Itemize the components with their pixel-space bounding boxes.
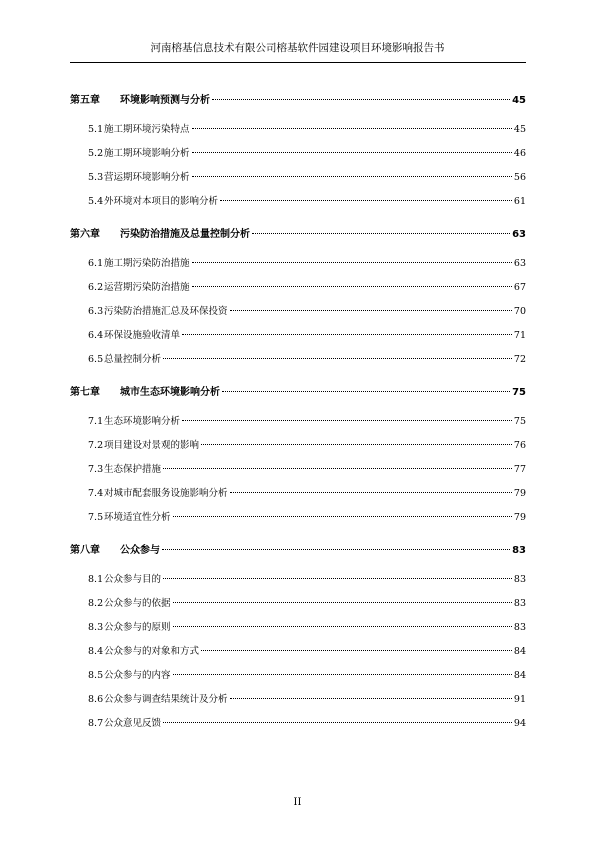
toc-leader-dots [212, 99, 510, 100]
toc-entry-number: 8.6 [88, 694, 104, 705]
toc-entry-title: 施工期环境污染特点 [104, 124, 190, 135]
toc-entry-title: 外环境对本项目的影响分析 [104, 196, 219, 207]
toc-entry-page: 56 [513, 172, 526, 183]
toc-leader-dots [230, 492, 512, 493]
toc-leader-dots [192, 176, 512, 177]
toc-entry-title: 公众参与目的 [104, 574, 162, 585]
toc-section-entry[interactable] [88, 461, 526, 475]
toc-entry-number: 8.1 [88, 574, 104, 585]
toc-entry-number: 8.2 [88, 598, 104, 609]
toc-leader-dots [192, 152, 512, 153]
toc-entry-title: 污染防治措施及总量控制分析 [120, 229, 250, 240]
toc-section-entry[interactable] [88, 303, 526, 317]
toc-leader-dots [182, 334, 512, 335]
toc-section-entry[interactable] [88, 667, 526, 681]
toc-section-entry[interactable] [88, 351, 526, 365]
toc-entry-page: 72 [513, 354, 526, 365]
toc-leader-dots [173, 626, 512, 627]
toc-entry-page: 76 [513, 440, 526, 451]
toc-entry-title: 公众参与 [120, 545, 160, 556]
toc-chapter-entry[interactable] [70, 225, 526, 239]
toc-entry-page: 67 [513, 282, 526, 293]
toc-entry-title: 环境适宜性分析 [104, 512, 171, 523]
toc-entry-page: 45 [512, 95, 526, 106]
toc-section-entry[interactable] [88, 255, 526, 269]
toc-entry-title: 施工期污染防治措施 [104, 258, 190, 269]
toc-section-entry[interactable] [88, 485, 526, 499]
toc-entry-page: 84 [513, 646, 526, 657]
running-header: 河南榕基信息技术有限公司榕基软件园建设项目环境影响报告书 [150, 42, 445, 54]
toc-entry-title: 公众参与的对象和方式 [104, 646, 200, 657]
toc-entry-title: 对城市配套服务设施影响分析 [104, 488, 228, 499]
toc-entry-title: 总量控制分析 [104, 354, 162, 365]
toc-leader-dots [230, 698, 512, 699]
toc-entry-number: 6.4 [88, 330, 104, 341]
toc-entry-number: 第七章 [70, 387, 100, 398]
toc-entry-page: 83 [513, 622, 526, 633]
toc-section-entry[interactable] [88, 437, 526, 451]
toc-leader-dots [182, 420, 512, 421]
toc-leader-dots [252, 233, 510, 234]
toc-leader-dots [163, 578, 512, 579]
toc-section-entry[interactable] [88, 193, 526, 207]
toc-entry-title: 污染防治措施汇总及环保投资 [104, 306, 228, 317]
toc-leader-dots [201, 444, 512, 445]
toc-entry-title: 营运期环境影响分析 [104, 172, 190, 183]
toc-entry-number: 5.3 [88, 172, 104, 183]
toc-entry-number: 第六章 [70, 229, 100, 240]
toc-entry-title: 公众意见反馈 [104, 718, 162, 729]
toc-leader-dots [220, 200, 512, 201]
toc-entry-number: 5.4 [88, 196, 104, 207]
toc-entry-number: 6.5 [88, 354, 104, 365]
toc-entry-number: 7.4 [88, 488, 104, 499]
toc-entry-number: 7.5 [88, 512, 104, 523]
toc-entry-page: 46 [513, 148, 526, 159]
toc-leader-dots [201, 650, 512, 651]
toc-leader-dots [162, 549, 510, 550]
toc-entry-page: 70 [513, 306, 526, 317]
toc-section-entry[interactable] [88, 169, 526, 183]
toc-section-entry[interactable] [88, 327, 526, 341]
toc-leader-dots [173, 674, 512, 675]
toc-entry-number: 5.2 [88, 148, 104, 159]
toc-leader-dots [230, 310, 512, 311]
toc-entry-number: 7.1 [88, 416, 104, 427]
toc-section-entry[interactable] [88, 715, 526, 729]
toc-entry-number: 7.3 [88, 464, 104, 475]
toc-entry-number: 8.3 [88, 622, 104, 633]
toc-entry-page: 77 [513, 464, 526, 475]
toc-chapter-entry[interactable] [70, 91, 526, 105]
toc-entry-title: 项目建设对景观的影响 [104, 440, 200, 451]
toc-entry-number: 5.1 [88, 124, 104, 135]
toc-section-entry[interactable] [88, 279, 526, 293]
toc-section-entry[interactable] [88, 619, 526, 633]
toc-entry-number: 6.1 [88, 258, 104, 269]
toc-entry-page: 75 [513, 416, 526, 427]
toc-entry-page: 91 [513, 694, 526, 705]
toc-entry-number: 8.4 [88, 646, 104, 657]
toc-leader-dots [192, 128, 512, 129]
toc-entry-title: 环境影响预测与分析 [120, 95, 210, 106]
toc-entry-page: 94 [513, 718, 526, 729]
toc-section-entry[interactable] [88, 571, 526, 585]
toc-leader-dots [192, 286, 512, 287]
toc-leader-dots [163, 722, 512, 723]
toc-entry-page: 63 [512, 229, 526, 240]
toc-entry-number: 6.3 [88, 306, 104, 317]
toc-entry-page: 61 [513, 196, 526, 207]
toc-entry-page: 75 [512, 387, 526, 398]
toc-entry-number: 第八章 [70, 545, 100, 556]
toc-leader-dots [163, 358, 512, 359]
toc-section-entry[interactable] [88, 145, 526, 159]
toc-entry-title: 城市生态环境影响分析 [120, 387, 220, 398]
toc-entry-title: 运营期污染防治措施 [104, 282, 190, 293]
header-rule [70, 62, 526, 63]
toc-entry-page: 83 [513, 598, 526, 609]
toc-entry-page: 83 [513, 574, 526, 585]
toc-section-entry[interactable] [88, 595, 526, 609]
toc-leader-dots [173, 602, 512, 603]
toc-section-entry[interactable] [88, 643, 526, 657]
toc-leader-dots [222, 391, 510, 392]
toc-entry-number: 6.2 [88, 282, 104, 293]
toc-entry-page: 79 [513, 488, 526, 499]
toc-entry-title: 公众参与的内容 [104, 670, 171, 681]
toc-entry-title: 生态环境影响分析 [104, 416, 181, 427]
toc-entry-title: 施工期环境影响分析 [104, 148, 190, 159]
toc-section-entry[interactable] [88, 509, 526, 523]
page-number: II [293, 797, 302, 808]
toc-entry-number: 第五章 [70, 95, 100, 106]
toc-entry-title: 生态保护措施 [104, 464, 162, 475]
toc-entry-number: 8.7 [88, 718, 104, 729]
toc-leader-dots [173, 516, 512, 517]
toc-entry-page: 63 [513, 258, 526, 269]
toc-entry-page: 71 [513, 330, 526, 341]
toc-chapter-entry[interactable] [70, 383, 526, 397]
toc-entry-page: 83 [512, 545, 526, 556]
toc-entry-title: 环保设施验收清单 [104, 330, 181, 341]
toc-chapter-entry[interactable] [70, 541, 526, 555]
toc-section-entry[interactable] [88, 413, 526, 427]
toc-entry-number: 8.5 [88, 670, 104, 681]
toc-entry-page: 79 [513, 512, 526, 523]
toc-entry-page: 45 [513, 124, 526, 135]
toc-entry-number: 7.2 [88, 440, 104, 451]
toc-leader-dots [163, 468, 512, 469]
toc-entry-title: 公众参与调查结果统计及分析 [104, 694, 228, 705]
toc-section-entry[interactable] [88, 691, 526, 705]
toc-entry-title: 公众参与的依据 [104, 598, 171, 609]
toc-entry-title: 公众参与的原则 [104, 622, 171, 633]
toc-entry-page: 84 [513, 670, 526, 681]
toc-leader-dots [192, 262, 512, 263]
toc-section-entry[interactable] [88, 121, 526, 135]
